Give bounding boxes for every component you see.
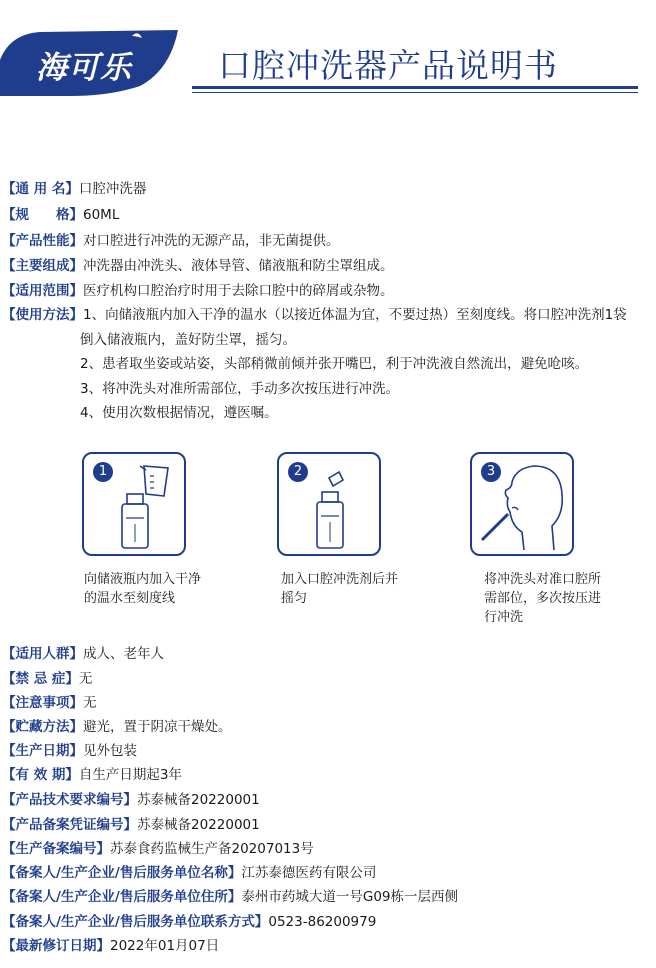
field-company-contact — [2, 913, 376, 931]
step-caption-3-line: 将冲洗头对准口腔所 — [484, 572, 602, 587]
field-value: 口腔冲洗器 — [78, 181, 147, 197]
field-label: 【备案人/生产企业/售后服务单位名称】 — [2, 865, 242, 881]
field-value: 江苏泰德医药有限公司 — [241, 865, 377, 881]
field-label: 【备案人/生产企业/售后服务单位联系方式】 — [2, 914, 269, 930]
field-label: 【产品性能】 — [2, 233, 83, 249]
field-label: 【生产备案编号】 — [2, 841, 110, 857]
title-rule-thin — [192, 92, 638, 93]
field-value: 泰州市药城大道一号G09栋一层西侧 — [241, 889, 459, 905]
field-value: 60ML — [83, 207, 120, 223]
field-label: 【备案人/生产企业/售后服务单位住所】 — [2, 889, 242, 905]
step-number-badge: 1 — [93, 462, 113, 482]
field-label: 【最新修订日期】 — [2, 938, 110, 954]
field-label: 【产品备案凭证编号】 — [2, 817, 137, 833]
usage-line: 2、患者取坐姿或站姿，头部稍微前倾并张开嘴巴，利于冲洗液自然流出，避免呛咳。 — [80, 356, 589, 372]
field-company-name — [2, 864, 376, 882]
brand-logo — [0, 30, 178, 96]
field-contraindications — [2, 670, 92, 688]
field-value: 1、向储液瓶内加入干净的温水（以接近体温为宜，不要过热）至刻度线。将口腔冲洗剂1袋 — [83, 307, 627, 323]
field-label: 【贮藏方法】 — [2, 719, 83, 735]
field-revision-date — [2, 937, 219, 955]
field-value: 苏泰械备20220001 — [137, 792, 260, 808]
field-value: 自生产日期起3年 — [78, 767, 182, 783]
field-validity — [2, 766, 182, 784]
usage-line: 倒入储液瓶内，盖好防尘罩，摇匀。 — [80, 332, 296, 348]
step-number-badge: 3 — [481, 462, 501, 482]
field-usage — [2, 306, 627, 324]
field-filing-cert-no — [2, 816, 260, 834]
field-value: 0523-86200979 — [268, 914, 377, 930]
field-value: 苏泰械备20220001 — [137, 817, 260, 833]
field-label: 【产品技术要求编号】 — [2, 792, 137, 808]
step-caption-2-line: 加入口腔冲洗剂后并 — [281, 572, 399, 587]
field-production-date — [2, 742, 137, 760]
field-precautions — [2, 694, 97, 712]
field-production-filing-no — [2, 840, 314, 858]
field-label: 【有 效 期】 — [2, 767, 79, 783]
field-label: 【通 用 名】 — [2, 181, 79, 197]
step-card-2 — [277, 452, 381, 556]
field-value: 成人、老年人 — [83, 646, 164, 662]
title-rule-thick — [192, 86, 638, 89]
step-card-3 — [470, 452, 574, 556]
usage-line: 3、将冲洗头对准所需部位，手动多次按压进行冲洗。 — [80, 381, 400, 397]
field-label: 【生产日期】 — [2, 743, 83, 759]
field-label: 【规 格】 — [2, 207, 83, 223]
field-value: 无 — [78, 671, 93, 687]
step-caption-2-line: 摇匀 — [281, 591, 308, 606]
field-value: 2022年01月07日 — [110, 938, 220, 954]
field-value: 无 — [83, 695, 97, 711]
step-caption-1-line: 向储液瓶内加入干净 — [84, 572, 202, 587]
field-value: 对口腔进行冲洗的无源产品，非无菌提供。 — [83, 233, 340, 249]
field-composition — [2, 257, 394, 275]
step-caption-3-line: 行冲洗 — [484, 610, 524, 625]
step-caption-3-line: 需部位，多次按压进 — [484, 591, 602, 606]
field-label: 【适用范围】 — [2, 283, 83, 299]
logo-text: 海可乐 — [36, 50, 132, 86]
step-number-badge: 2 — [288, 462, 308, 482]
field-generic-name — [2, 180, 146, 198]
field-performance — [2, 232, 340, 250]
field-value: 避光，置于阴凉干燥处。 — [83, 719, 232, 735]
field-storage — [2, 718, 232, 736]
field-value: 冲洗器由冲洗头、液体导管、储液瓶和防尘罩组成。 — [83, 258, 394, 274]
field-label: 【注意事项】 — [2, 695, 83, 711]
field-label: 【禁 忌 症】 — [2, 671, 79, 687]
field-value: 苏泰食药监械生产备20207013号 — [110, 841, 314, 857]
field-tech-requirement-no — [2, 791, 260, 809]
field-label: 【使用方法】 — [2, 307, 83, 323]
field-target-population — [2, 645, 164, 663]
field-value: 医疗机构口腔治疗时用于去除口腔中的碎屑或杂物。 — [83, 283, 394, 299]
field-value: 见外包装 — [83, 743, 137, 759]
step-card-1 — [82, 452, 186, 556]
field-scope — [2, 282, 394, 300]
field-label: 【适用人群】 — [2, 646, 83, 662]
field-label: 【主要组成】 — [2, 258, 83, 274]
field-spec — [2, 206, 119, 224]
step-caption-1-line: 的温水至刻度线 — [84, 591, 176, 606]
usage-line: 4、使用次数根据情况，遵医嘱。 — [80, 405, 278, 421]
field-company-address — [2, 888, 458, 906]
document-title: 口腔冲洗器产品说明书 — [218, 46, 558, 85]
